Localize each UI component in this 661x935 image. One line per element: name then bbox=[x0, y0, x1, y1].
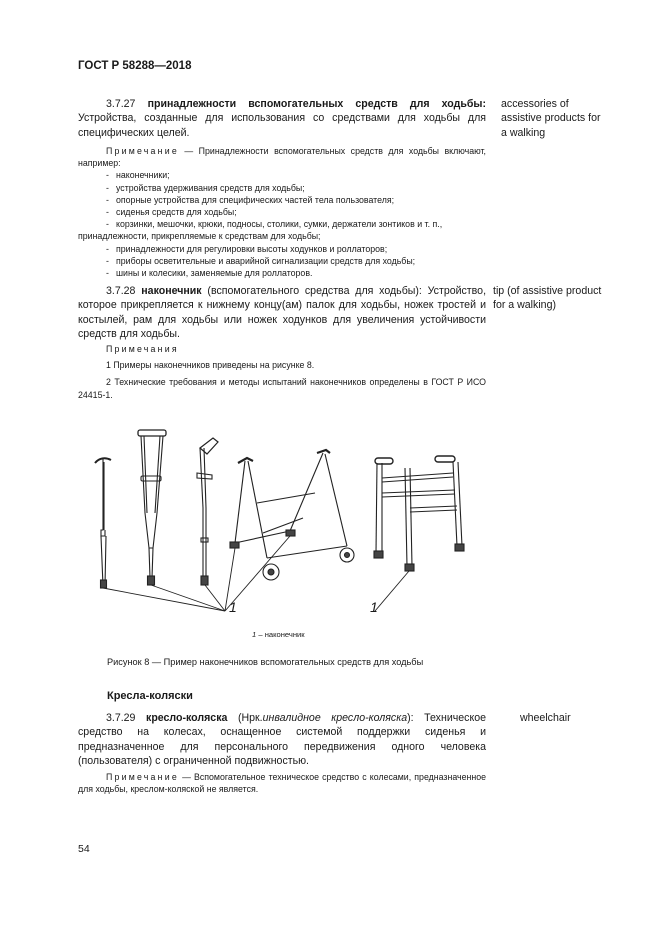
callout-number-left: 1 bbox=[229, 599, 237, 615]
term-3-7-29-note bbox=[78, 771, 486, 795]
term-definition: Техническое средство на колесах, оснащенное системой поддержки сиденья и предназначенное для персонального передвижения одного человека (пользователя) с ограниченной подвижностью. bbox=[78, 712, 486, 768]
term-3-7-29 bbox=[78, 711, 486, 769]
term-3-7-27-english bbox=[501, 97, 621, 140]
term-3-7-28-notes bbox=[78, 343, 486, 401]
list-item: - корзинки, мешочки, крюки, подносы, столики, сумки, держатели зонтиков и т. п., bbox=[106, 219, 443, 230]
list-item: - наконечники; bbox=[106, 170, 170, 181]
list-item: - опорные устройства для специфических частей тела пользователя; bbox=[106, 194, 395, 205]
list-item: - приборы осветительные и аварийной сигнализации средств для ходьбы; bbox=[106, 255, 416, 266]
rollator-walker-drawing bbox=[230, 450, 354, 580]
note-1: 1 Примеры наконечников приведены на рисунке 8. bbox=[106, 360, 315, 371]
figure-8 bbox=[85, 418, 575, 628]
term-number: 3.7.27 bbox=[106, 98, 136, 110]
walking-frame-drawing bbox=[374, 456, 464, 571]
term-title: принадлежности вспомогательных средств для ходьбы: bbox=[147, 98, 486, 110]
english-line: a walking bbox=[501, 126, 546, 139]
list-continuation: принадлежности, прикрепляемые к средствам для ходьбы; bbox=[78, 231, 321, 242]
english-line: for a walking) bbox=[493, 299, 556, 312]
term-number: 3.7.28 bbox=[106, 285, 136, 297]
note-text: — Вспомогательное техническое средство с колесами, предназначенное для ходьбы, креслом-коляской не является. bbox=[78, 772, 486, 795]
term-3-7-27 bbox=[78, 97, 486, 140]
term-3-7-28-english bbox=[493, 284, 633, 313]
list-item: - шины и колесики, заменяемые для роллаторов. bbox=[106, 268, 313, 279]
note-label: Примечание bbox=[106, 772, 179, 782]
term-3-7-27-note bbox=[78, 145, 486, 279]
page-number: 54 bbox=[78, 843, 90, 855]
list-item: - принадлежности для регулировки высоты ходунков и роллаторов; bbox=[106, 243, 388, 254]
elbow-crutch-drawing bbox=[197, 438, 218, 585]
term-synonym: инвалидное кресло-коляска bbox=[262, 712, 408, 724]
figure-legend bbox=[252, 630, 305, 639]
term-definition-start: ): bbox=[407, 712, 414, 724]
term-number: 3.7.29 bbox=[106, 712, 136, 724]
term-title: наконечник bbox=[141, 285, 202, 297]
list-item: - сиденья средств для ходьбы; bbox=[106, 207, 237, 218]
document-header: ГОСТ Р 58288—2018 bbox=[78, 60, 192, 72]
legend-number: 1 bbox=[252, 630, 257, 639]
note-2: 2 Технические требования и методы испытаний наконечников определены в ГОСТ Р ИСО 24415-1. bbox=[78, 377, 486, 400]
term-title: кресло-коляска bbox=[146, 712, 228, 724]
term-3-7-28 bbox=[78, 284, 486, 342]
term-3-7-29-english: wheelchair bbox=[520, 712, 571, 724]
english-line: tip (of assistive product bbox=[493, 285, 602, 297]
term-abbr: (Нрк. bbox=[237, 712, 263, 724]
figure-caption: Рисунок 8 — Пример наконечников вспомогательных средств для ходьбы bbox=[107, 657, 424, 667]
legend-text: – наконечник bbox=[258, 630, 305, 639]
english-line: accessories of bbox=[501, 98, 569, 110]
section-title: Кресла-коляски bbox=[107, 690, 193, 702]
notes-label: Примечания bbox=[106, 344, 179, 354]
list-item: - устройства удерживания средств для ходьбы; bbox=[106, 182, 305, 193]
note-text: — Принадлежности вспомогательных средств для ходьбы включают, например: bbox=[78, 146, 486, 169]
walking-cane-drawing bbox=[95, 458, 111, 588]
callout-number-right: 1 bbox=[370, 599, 378, 615]
note-label: Примечание bbox=[106, 146, 179, 156]
english-line: assistive products for bbox=[501, 112, 601, 125]
term-definition: (вспомогательного средства для ходьбы): Устройство, которое прикрепляется к нижнему концу(ам) палок для ходьбы, ножек тростей и костылей, рам для ходьбы или ножек ходунков для увеличения устойчивости средств для ходьбы. bbox=[78, 285, 487, 341]
term-definition: Устройства, созданные для использования со средствами для ходьбы для специфических целей. bbox=[78, 112, 486, 139]
axillary-crutch-drawing bbox=[138, 430, 166, 585]
